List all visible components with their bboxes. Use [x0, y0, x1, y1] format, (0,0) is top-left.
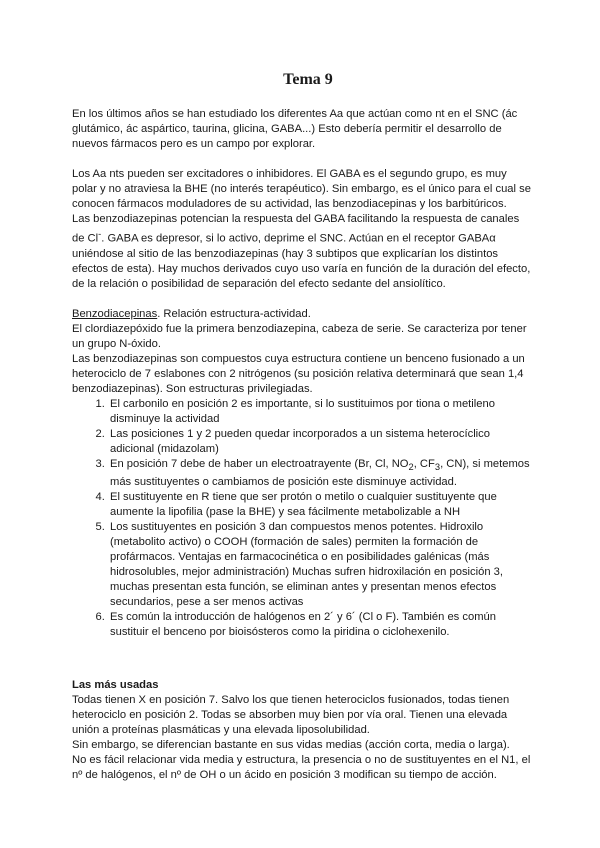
list-item: 1. El carbonilo en posición 2 es importante, si lo sustituimos por tiona o metileno disminuye la actividad	[108, 397, 534, 427]
subscript: 2	[408, 461, 414, 472]
benzo-heading: Benzodiacepinas	[72, 307, 158, 320]
benzo-gaba-paragraph	[72, 212, 534, 292]
benzo-gaba-text-b: . GABA es depresor, si lo activo, deprime el SNC. Actúan en el receptor GABAα uniéndose al sitio de las benzodiazepinas (hay 3 subtipos que explicarían los distintos efectos de esta). Hay muchos derivados cuyo uso varía en función de la duración del efecto, de la relación o posibilidad de separación del efecto sedante del ansiolítico.	[72, 232, 531, 290]
list-item: 2. Las posiciones 1 y 2 pueden quedar incorporados a un sistema heterocíclico adicional (midazolam)	[108, 427, 534, 457]
usadas-heading: Las más usadas	[72, 678, 159, 691]
benzo-heading-rest: . Relación estructura-actividad.	[157, 307, 311, 320]
chloride-charge: -	[98, 229, 102, 239]
sar-list	[72, 397, 534, 640]
subscript: 3	[434, 461, 441, 472]
list-item-text: , CN), si metemos más sustituyentes o cambiamos de posición este disminuye actividad.	[110, 457, 530, 488]
document-page	[72, 70, 534, 783]
page-title: Tema 9	[283, 71, 333, 88]
spacer	[72, 640, 534, 678]
benzo-gaba-text-a: Las benzodiazepinas potencian la respuesta del GABA facilitando la respuesta de canales de Cl	[72, 213, 520, 245]
list-item: 6. Es común la introducción de halógenos en 2´ y 6´ (Cl o F). También es común sustituir el benceno por bioisósteros como la piridina o ciclohexenilo.	[108, 610, 534, 640]
intro-paragraph: En los últimos años se han estudiado los diferentes Aa que actúan como nt en el SNC (ác glutámico, ác aspártico, taurina, glicina, GABA...) Esto debería permitir el desarrollo de nuevos fármacos pero es un campo por explorar.	[72, 108, 518, 150]
spacer	[72, 292, 534, 307]
list-item	[108, 457, 534, 490]
benzo-heading-line	[72, 307, 534, 322]
list-item-text: , CF	[413, 457, 435, 470]
list-item-text: En posición 7 debe de haber un electroatrayente (Br, Cl, NO	[110, 457, 409, 470]
spacer	[72, 152, 534, 167]
list-item: 5. Los sustituyentes en posición 3 dan compuestos menos potentes. Hidroxilo (metabolito activo) o COOH (formación de sales) permiten la formación de profármacos. Ventajas en farmacocinética o en posibilidades galénicas (más hidrosolubles, mejor administración) Muchas sufren hidroxilación en posición 3, muchas presentan esta función, se eliminan antes y presentan menos efectos secundarios, pese a ser menos activas	[108, 520, 534, 610]
clordiazepoxido-paragraph: El clordiazepóxido fue la primera benzodiazepina, cabeza de serie. Se caracteriza por tener un grupo N-óxido.	[72, 322, 527, 350]
usadas-paragraph-1: Todas tienen X en posición 7. Salvo los que tienen heterociclos fusionados, todas tienen heterociclo en posición 2. Todas se absorben muy bien por vía oral. Tienen una elevada unión a proteínas plasmáticas y una elevada liposolubilidad.	[72, 693, 510, 736]
gaba-paragraph	[72, 167, 534, 212]
structure-paragraph: Las benzodiazepinas son compuestos cuya estructura contiene un benceno fusionado a un heterociclo de 7 eslabones con 2 nitrógenos (su posición relativa determinará que sean 1,4 benzodiazepinas). Son estructuras privilegiadas.	[72, 352, 525, 395]
gaba-sentence-1: Los Aa nts pueden ser excitadores o inhibidores. El GABA es el segundo grupo, es muy polar y no atraviesa la BHE (no interés terapéutico). Sin embargo, es el único para el cual se conocen fármacos moduladores de su actividad, las benzodiacepinas y los barbitúricos.	[72, 168, 531, 210]
list-item: 4. El sustituyente en R tiene que ser protón o metilo o cualquier sustituyente que aumente la lipofilia (pase la BHE) y sea fácilmente metabolizable a NH	[108, 490, 534, 520]
usadas-paragraph-3: No es fácil relacionar vida media y estructura, la presencia o no de sustituyentes en el N1, el nº de halógenos, el nº de OH o un ácido en posición 3 modifican su tiempo de acción.	[72, 753, 531, 781]
usadas-paragraph-2: Sin embargo, se diferencian bastante en sus vidas medias (acción corta, media o larga).	[72, 738, 510, 751]
